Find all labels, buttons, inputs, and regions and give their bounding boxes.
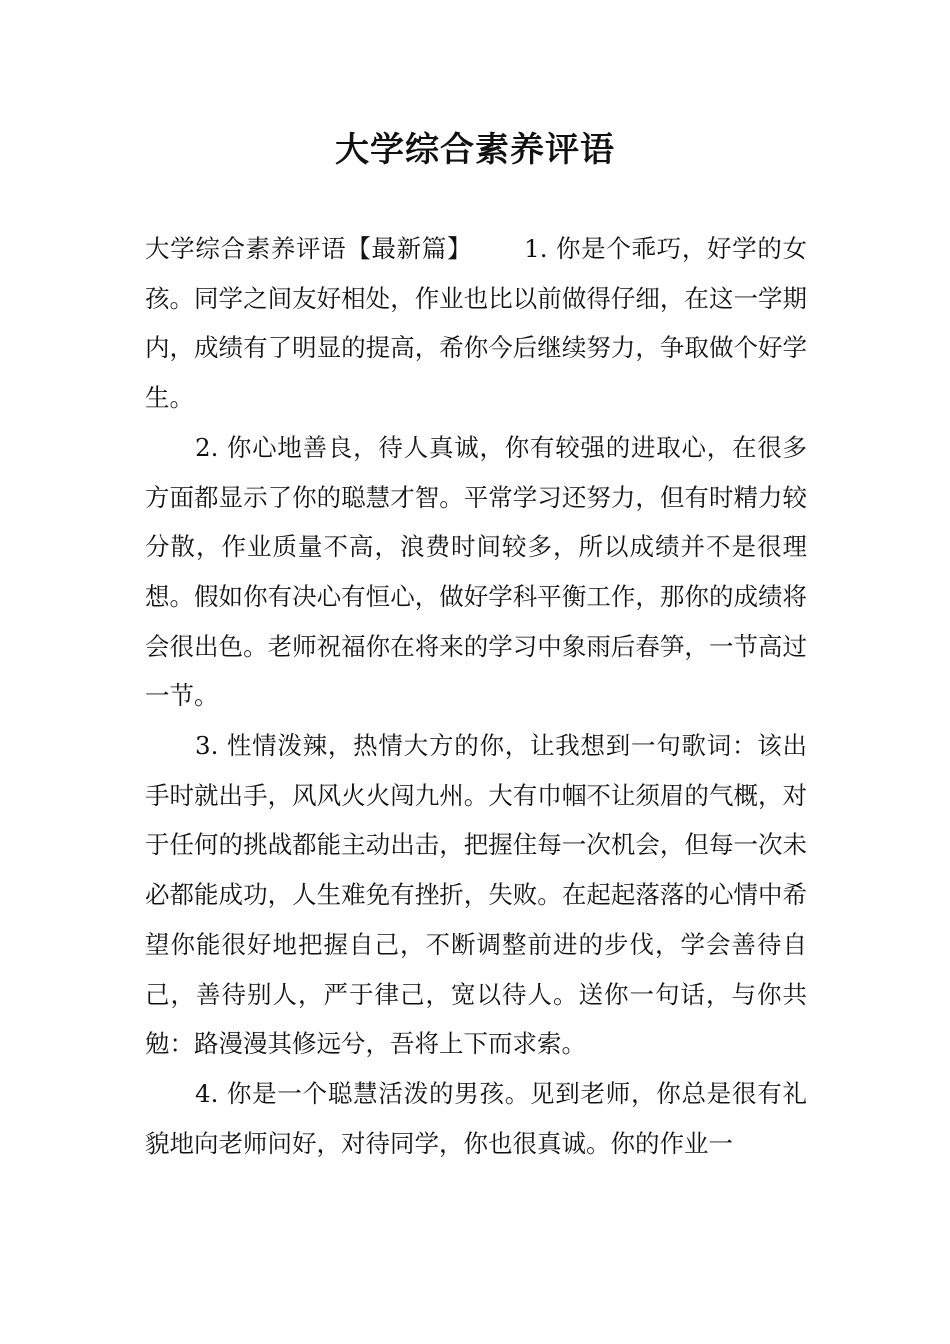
paragraph-1-text: 1. 你是个乖巧，好学的女孩。同学之间友好相处，作业也比以前做得仔细，在这一学期内，成绩有了明显的提高，希你今后继续努力，争取做个好学生。 — [145, 234, 807, 413]
document-title: 大学综合素养评语 — [335, 130, 615, 170]
paragraph-4: 4. 你是一个聪慧活泼的男孩。见到老师，你总是很有礼貌地向老师问好，对待同学，你也很真诚。你的作业一 — [145, 1078, 807, 1158]
paragraph-3: 3. 性情泼辣，热情大方的你，让我想到一句歌词：该出手时就出手，风风火火闯九州。大有巾帼不让须眉的气概，对于任何的挑战都能主动出击，把握住每一次机会，但每一次未必都能成功，人生难免有挫折，失败。在起起落落的心情中希望你能很好地把握自己，不断调整前进的步伐，学会善待自己，善待别人，严于律己，宽以待人。送你一句话，与你共勉：路漫漫其修远兮，吾将上下而求索。 — [145, 731, 807, 1059]
paragraph-2: 2. 你心地善良，待人真诚，你有较强的进取心，在很多方面都显示了你的聪慧才智。平常学习还努力，但有时精力较分散，作业质量不高，浪费时间较多，所以成绩并不是很理想。假如你有决心有恒心，做好学科平衡工作，那你的成绩将会很出色。老师祝福你在将来的学习中象雨后春笋，一节高过一节。 — [145, 432, 807, 711]
intro-heading: 大学综合素养评语【最新篇】 — [145, 234, 473, 263]
document-body — [145, 224, 807, 1168]
paragraph-1 — [145, 224, 807, 423]
